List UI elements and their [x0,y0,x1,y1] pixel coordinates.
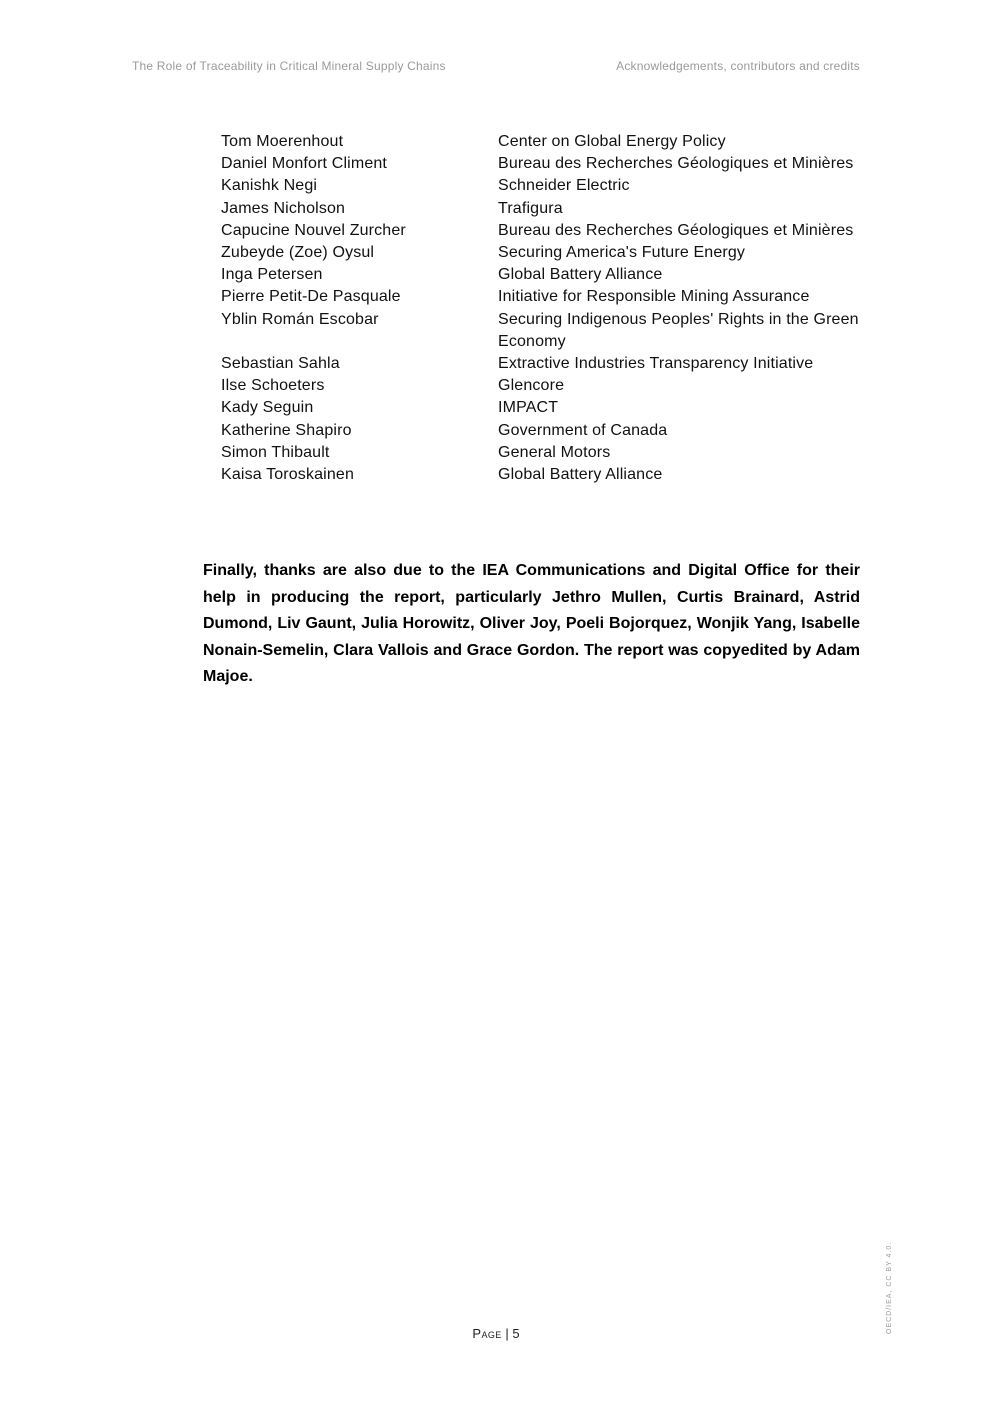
contributor-organisation: Global Battery Alliance [498,266,663,284]
contributor-organisation: Glencore [498,377,565,395]
contributor-organisation: Center on Global Energy Policy [498,133,726,150]
contributor-organisation: IMPACT [498,399,559,417]
contributor-name: James Nicholson [221,199,346,217]
contributors-table [221,131,861,486]
contributor-name: Tom Moerenhout [221,133,344,150]
contributor-row [221,131,861,153]
contributor-row [221,309,861,353]
contributor-row [221,175,861,197]
contributor-row [221,286,861,308]
contributor-organisation: Bureau des Recherches Géologiques et Minières [498,155,854,173]
contributor-name: Daniel Monfort Climent [221,155,388,173]
contributors-table-body [221,131,861,486]
page-label: Page [472,1326,502,1341]
page-number: 5 [512,1326,520,1341]
page-footer [0,1326,992,1341]
copyright-notice: OECD/IEA, CC BY 4.0. [886,1241,893,1334]
contributor-organisation: Government of Canada [498,421,668,439]
page-separator: | [505,1326,509,1341]
contributor-name: Sebastian Sahla [221,355,340,373]
contributor-organisation: Initiative for Responsible Mining Assurance [498,288,810,306]
contributor-row [221,464,861,486]
contributor-row [221,397,861,419]
contributor-row [221,153,861,175]
contributor-name: Kaisa Toroskainen [221,466,355,484]
contributor-organisation: Trafigura [498,199,563,217]
contributor-row [221,198,861,220]
contributor-organisation: Securing America's Future Energy [498,244,746,262]
contributor-organisation: Global Battery Alliance [498,466,663,484]
contributor-organisation: Bureau des Recherches Géologiques et Minières [498,221,854,239]
contributor-organisation: Schneider Electric [498,177,630,195]
contributor-row [221,353,861,375]
contributor-row [221,242,861,264]
contributor-name: Kanishk Negi [221,177,318,195]
closing-paragraph: Finally, thanks are also due to the IEA Communications and Digital Office for their help in producing the report, particularly Jethro Mullen, Curtis Brainard, Astrid Dumond, Liv Gaunt, Julia Horowitz, Oliver Joy, Poeli Bojorquez, Wonjik Yang, Isabelle Nonain-Semelin, Clara Vallois and Grace Gordon. The report was copyedited by Adam Majoe. [203,562,860,685]
contributor-name: Simon Thibault [221,443,330,461]
contributor-name: Katherine Shapiro [221,421,352,439]
report-title-header: The Role of Traceability in Critical Mineral Supply Chains [132,59,446,73]
contributor-organisation: General Motors [498,443,611,461]
contributor-name: Pierre Petit-De Pasquale [221,288,401,306]
contributor-name: Capucine Nouvel Zurcher [221,221,406,239]
contributor-row [221,442,861,464]
contributor-row [221,264,861,286]
contributor-name: Yblin Román Escobar [221,310,379,328]
contributor-row [221,375,861,397]
contributor-name: Zubeyde (Zoe) Oysul [221,244,375,262]
section-title-header: Acknowledgements, contributors and credits [616,59,860,73]
contributor-name: Inga Petersen [221,266,323,284]
contributor-name: Kady Seguin [221,399,314,417]
contributor-organisation: Extractive Industries Transparency Initiative [498,355,814,373]
contributor-row [221,420,861,442]
contributor-row [221,220,861,242]
contributor-name: Ilse Schoeters [221,377,325,395]
contributor-organisation: Securing Indigenous Peoples' Rights in the Green Economy [498,310,859,350]
